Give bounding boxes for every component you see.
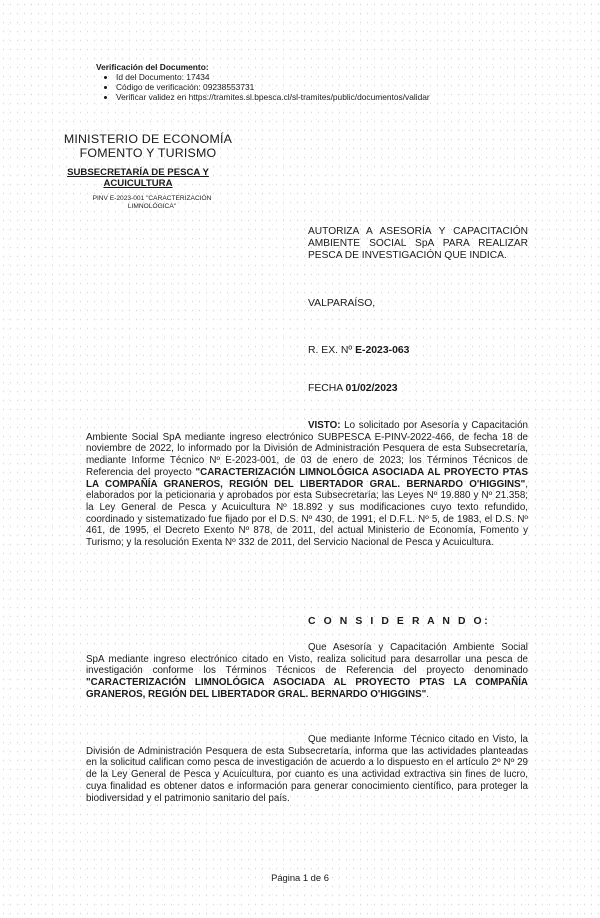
visto-text-a: Lo solicitado por Asesoría y Capacitación Ambiente Social SpA mediante ingreso electrónico SUBPESCA E-PINV-2022-466, de fecha 18 de noviembre de 2022, lo informado por la División de Administración Pesquera de esta Subsecretaría, mediante Informe Técnico Nº E-2023-001, de 03 de enero de 2023; los Términos Técnicos de Referencia del proyecto	[86, 420, 528, 478]
resolution-date	[308, 383, 398, 394]
subsecretaria-line1: SUBSECRETARÍA DE PESCA Y	[67, 167, 209, 178]
considerando-1-project-title: "CARACTERIZACIÓN LIMNOLÓGICA ASOCIADA AL PROYECTO PTAS LA COMPAÑÍA GRANEROS, REGIÓN DEL LIBERTADOR GRAL. BERNARDO O'HIGGINS"	[86, 677, 528, 700]
visto-label: VISTO:	[308, 420, 341, 431]
page-number: Página 1 de 6	[271, 872, 329, 883]
pinv-reference	[72, 195, 232, 211]
pinv-line2: LIMNOLÓGICA"	[127, 203, 177, 210]
pinv-line1: PINV E-2023-001 "CARACTERIZACIÓN	[92, 195, 212, 202]
verification-list	[86, 72, 530, 102]
verification-id: • Id del Documento: 17434	[116, 72, 530, 82]
subsecretaria-header	[48, 167, 228, 189]
ministry-header	[48, 132, 248, 160]
resolution-prefix: R. EX. Nº	[308, 345, 353, 356]
considerando-paragraph-1	[86, 642, 528, 701]
resolution-code: E-2023-063	[355, 345, 410, 356]
verification-title: Verificación del Documento:	[96, 62, 209, 72]
ministry-name-line1: MINISTERIO DE ECONOMÍA	[63, 132, 233, 146]
ministry-name-line2: FOMENTO Y TURISMO	[79, 146, 217, 160]
resolution-subject: AUTORIZA A ASESORÍA Y CAPACITACIÓN AMBIENTE SOCIAL SpA PARA REALIZAR PESCA DE INVESTIGACIÓN QUE INDICA.	[308, 226, 528, 261]
resolution-number	[308, 345, 409, 356]
verification-url: • Verificar validez en https://tramites.sl.bpesca.cl/sl-tramites/public/documentos/validar	[116, 92, 530, 102]
considerando-1-text-a: Que Asesoría y Capacitación Ambiente Social SpA mediante ingreso electrónico citado en Visto, realiza solicitud para desarrollar una pesca de investigación conforme los Términos Técnicos de Referencia del proyecto denominado	[86, 642, 528, 677]
visto-paragraph	[86, 420, 528, 549]
date-value: 01/02/2023	[345, 383, 398, 394]
considerando-1-text-b: .	[426, 688, 429, 700]
verification-code: • Código de verificación: 09238553731	[116, 82, 530, 92]
visto-project-title: "CARACTERIZACIÓN LIMNOLÓGICA ASOCIADA AL PROYECTO PTAS LA COMPAÑÍA GRANEROS, REGIÓN DEL LIBERTADOR GRAL. BERNARDO O'HIGGINS"	[86, 466, 528, 490]
subsecretaria-line2: ACUICULTURA	[103, 178, 173, 189]
place: VALPARAÍSO,	[308, 298, 376, 309]
verification-box	[86, 62, 530, 102]
visto-text-b: , elaborados por la peticionaria y aprobados por esta Subsecretaría; las Leyes Nº 19.880 y Nº 21.358; la Ley General de Pesca y Acuicultura Nº 18.892 y sus modificaciones cuyo texto refundido, coordinado y sistematizado fue fijado por el D.S. Nº 430, de 1991, el D.F.L. Nº 5, de 1983, el D.S. Nº 461, de 1995, el Decreto Exento Nº 878, de 2011, del actual Ministerio de Economía, Fomento y Turismo; y la resolución Exenta Nº 332 de 2011, del Servicio Nacional de Pesca y Acuicultura.	[86, 478, 528, 549]
considerando-paragraph-2: Que mediante Informe Técnico citado en Visto, la División de Administración Pesquera de esta Subsecretaría, informa que las actividades planteadas en la solicitud califican como pesca de investigación de acuerdo a lo dispuesto en el artículo 2º Nº 29 de la Ley General de Pesca y Acuicultura, por cuanto es una actividad extractiva sin fines de lucro, cuya finalidad es obtener datos e información para generar conocimiento científico, para proteger la biodiversidad y el patrimonio sanitario del país.	[86, 734, 528, 804]
considerando-heading: C O N S I D E R A N D O:	[308, 616, 491, 627]
date-label: FECHA	[308, 383, 343, 394]
